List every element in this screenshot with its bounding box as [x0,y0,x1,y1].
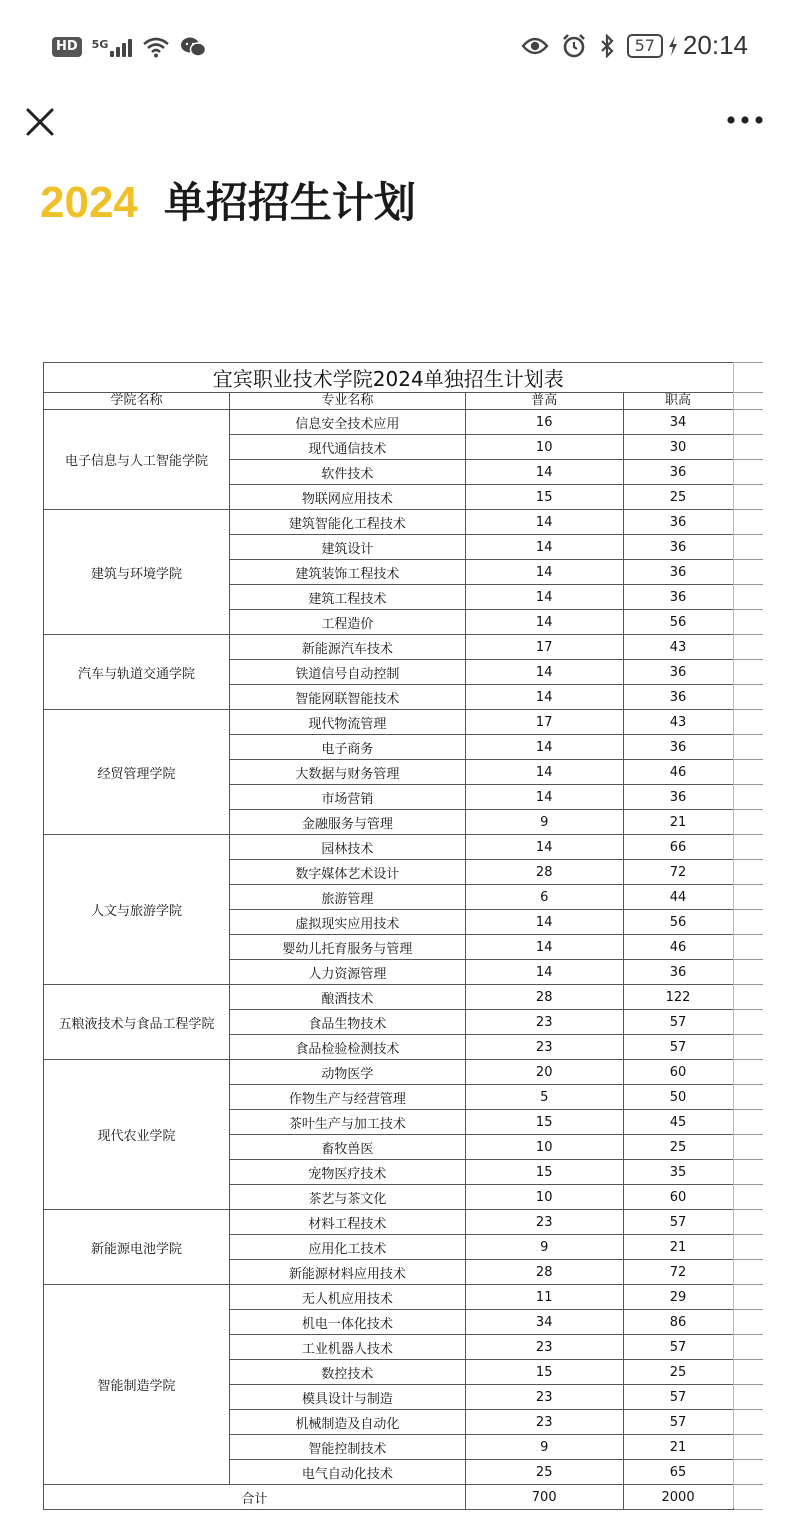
major-name-cell: 金融服务与管理 [229,810,465,835]
major-name-cell: 现代通信技术 [229,435,465,460]
zhigao-cell: 25 [623,1360,733,1385]
column-header: 普高 [465,393,623,410]
empty-cell [733,1110,763,1135]
table-row [44,410,764,435]
major-name-cell: 畜牧兽医 [229,1135,465,1160]
major-name-cell: 无人机应用技术 [229,1285,465,1310]
pugao-cell: 23 [465,1385,623,1410]
page-heading [40,170,416,230]
table-row [44,710,764,735]
major-name-cell: 工业机器人技术 [229,1335,465,1360]
pugao-cell: 28 [465,860,623,885]
pugao-cell: 15 [465,485,623,510]
hd-icon: HD [52,37,82,57]
major-name-cell: 宠物医疗技术 [229,1160,465,1185]
sheet-gridline [733,362,734,1508]
pugao-cell: 15 [465,1360,623,1385]
empty-cell [733,710,763,735]
table-row [44,510,764,535]
column-header: 职高 [623,393,733,410]
major-name-cell: 茶艺与茶文化 [229,1185,465,1210]
empty-cell [733,485,763,510]
total-pugao: 700 [465,1485,623,1510]
pugao-cell: 23 [465,1210,623,1235]
major-name-cell: 现代物流管理 [229,710,465,735]
pugao-cell: 14 [465,535,623,560]
zhigao-cell: 44 [623,885,733,910]
table-row [44,835,764,860]
signal-icon [92,37,133,57]
empty-cell [733,1310,763,1335]
major-name-cell: 动物医学 [229,1060,465,1085]
zhigao-cell: 56 [623,610,733,635]
status-bar [0,0,800,96]
major-name-cell: 建筑智能化工程技术 [229,510,465,535]
empty-cell [733,735,763,760]
empty-cell [733,1160,763,1185]
empty-cell [733,685,763,710]
college-name-cell: 汽车与轨道交通学院 [44,635,230,710]
pugao-cell: 28 [465,985,623,1010]
zhigao-cell: 36 [623,560,733,585]
major-name-cell: 建筑设计 [229,535,465,560]
pugao-cell: 14 [465,560,623,585]
major-name-cell: 酿酒技术 [229,985,465,1010]
zhigao-cell: 57 [623,1335,733,1360]
zhigao-cell: 43 [623,635,733,660]
pugao-cell: 23 [465,1010,623,1035]
pugao-cell: 14 [465,585,623,610]
pugao-cell: 15 [465,1110,623,1135]
zhigao-cell: 43 [623,710,733,735]
empty-cell [733,835,763,860]
zhigao-cell: 57 [623,1410,733,1435]
zhigao-cell: 36 [623,585,733,610]
empty-cell [733,560,763,585]
table-row [44,635,764,660]
empty-cell [733,1085,763,1110]
zhigao-cell: 30 [623,435,733,460]
table-row [44,1210,764,1235]
zhigao-cell: 122 [623,985,733,1010]
zhigao-cell: 25 [623,1135,733,1160]
zhigao-cell: 57 [623,1385,733,1410]
zhigao-cell: 36 [623,960,733,985]
pugao-cell: 23 [465,1410,623,1435]
empty-cell [733,1260,763,1285]
empty-cell [733,393,763,410]
pugao-cell: 20 [465,1060,623,1085]
major-name-cell: 旅游管理 [229,885,465,910]
empty-cell [733,610,763,635]
table-row [44,1285,764,1310]
pugao-cell: 10 [465,1185,623,1210]
pugao-cell: 14 [465,760,623,785]
pugao-cell: 16 [465,410,623,435]
pugao-cell: 9 [465,1435,623,1460]
clock: 20:14 [682,30,748,60]
empty-cell [733,635,763,660]
bluetooth-icon [599,34,615,58]
empty-cell [733,1210,763,1235]
wifi-icon [142,36,170,58]
zhigao-cell: 56 [623,910,733,935]
empty-cell [733,1235,763,1260]
zhigao-cell: 36 [623,785,733,810]
empty-cell [733,1360,763,1385]
major-name-cell: 信息安全技术应用 [229,410,465,435]
pugao-cell: 17 [465,635,623,660]
table-row [44,1060,764,1085]
zhigao-cell: 57 [623,1210,733,1235]
empty-cell [733,935,763,960]
app-bar [0,96,800,156]
pugao-cell: 10 [465,1135,623,1160]
major-name-cell: 智能网联智能技术 [229,685,465,710]
college-name-cell: 智能制造学院 [44,1285,230,1485]
zhigao-cell: 36 [623,535,733,560]
zhigao-cell: 34 [623,410,733,435]
major-name-cell: 市场营销 [229,785,465,810]
pugao-cell: 28 [465,1260,623,1285]
empty-cell [733,585,763,610]
wechat-icon [180,36,206,58]
empty-cell [733,1060,763,1085]
empty-cell [733,435,763,460]
pugao-cell: 14 [465,510,623,535]
empty-cell [733,1410,763,1435]
zhigao-cell: 72 [623,860,733,885]
zhigao-cell: 72 [623,1260,733,1285]
empty-cell [733,1035,763,1060]
zhigao-cell: 57 [623,1035,733,1060]
major-name-cell: 作物生产与经营管理 [229,1085,465,1110]
pugao-cell: 14 [465,960,623,985]
caption-row [44,363,764,393]
pugao-cell: 14 [465,735,623,760]
major-name-cell: 婴幼儿托育服务与管理 [229,935,465,960]
major-name-cell: 电子商务 [229,735,465,760]
major-name-cell: 电气自动化技术 [229,1460,465,1485]
pugao-cell: 9 [465,1235,623,1260]
pugao-cell: 14 [465,785,623,810]
pugao-cell: 23 [465,1035,623,1060]
major-name-cell: 智能控制技术 [229,1435,465,1460]
zhigao-cell: 60 [623,1060,733,1085]
empty-cell [733,860,763,885]
zhigao-cell: 36 [623,685,733,710]
zhigao-cell: 36 [623,735,733,760]
pugao-cell: 9 [465,810,623,835]
empty-cell [733,1335,763,1360]
zhigao-cell: 65 [623,1460,733,1485]
enrollment-plan-table [43,362,763,1510]
zhigao-cell: 45 [623,1110,733,1135]
major-name-cell: 园林技术 [229,835,465,860]
total-zhigao: 2000 [623,1485,733,1510]
zhigao-cell: 86 [623,1310,733,1335]
close-icon[interactable] [22,104,58,140]
pugao-cell: 23 [465,1335,623,1360]
college-name-cell: 建筑与环境学院 [44,510,230,635]
zhigao-cell: 36 [623,510,733,535]
pugao-cell: 25 [465,1460,623,1485]
college-name-cell: 电子信息与人工智能学院 [44,410,230,510]
pugao-cell: 14 [465,610,623,635]
column-header: 学院名称 [44,393,230,410]
zhigao-cell: 46 [623,760,733,785]
pugao-cell: 14 [465,685,623,710]
major-name-cell: 食品生物技术 [229,1010,465,1035]
major-name-cell: 食品检验检测技术 [229,1035,465,1060]
college-name-cell: 新能源电池学院 [44,1210,230,1285]
total-label: 合计 [44,1485,466,1510]
zhigao-cell: 57 [623,1010,733,1035]
major-name-cell: 数控技术 [229,1360,465,1385]
zhigao-cell: 50 [623,1085,733,1110]
zhigao-cell: 21 [623,1435,733,1460]
college-name-cell: 经贸管理学院 [44,710,230,835]
major-name-cell: 机械制造及自动化 [229,1410,465,1435]
zhigao-cell: 35 [623,1160,733,1185]
column-header: 专业名称 [229,393,465,410]
empty-cell [733,535,763,560]
empty-cell [733,1135,763,1160]
major-name-cell: 建筑工程技术 [229,585,465,610]
zhigao-cell: 21 [623,810,733,835]
empty-cell [733,910,763,935]
major-name-cell: 虚拟现实应用技术 [229,910,465,935]
battery-icon: 57 [627,34,663,58]
table-row [44,985,764,1010]
zhigao-cell: 66 [623,835,733,860]
total-row [44,1485,764,1510]
college-name-cell: 人文与旅游学院 [44,835,230,985]
zhigao-cell: 36 [623,460,733,485]
status-right [521,30,748,61]
major-name-cell: 建筑装饰工程技术 [229,560,465,585]
college-name-cell: 现代农业学院 [44,1060,230,1210]
empty-cell [733,885,763,910]
header-row [44,393,764,410]
pugao-cell: 14 [465,660,623,685]
empty-cell [733,785,763,810]
empty-cell [733,1010,763,1035]
pugao-cell: 5 [465,1085,623,1110]
empty-cell [733,460,763,485]
pugao-cell: 10 [465,435,623,460]
empty-cell [733,1485,763,1510]
empty-cell [733,1460,763,1485]
zhigao-cell: 25 [623,485,733,510]
empty-cell [733,810,763,835]
pugao-cell: 15 [465,1160,623,1185]
pugao-cell: 11 [465,1285,623,1310]
pugao-cell: 34 [465,1310,623,1335]
empty-cell [733,960,763,985]
major-name-cell: 大数据与财务管理 [229,760,465,785]
network-label: 5G [91,38,109,51]
major-name-cell: 应用化工技术 [229,1235,465,1260]
empty-cell [733,363,763,393]
major-name-cell: 材料工程技术 [229,1210,465,1235]
empty-cell [733,760,763,785]
major-name-cell: 茶叶生产与加工技术 [229,1110,465,1135]
zhigao-cell: 36 [623,660,733,685]
major-name-cell: 新能源材料应用技术 [229,1260,465,1285]
page-title: 单招招生计划 [163,178,416,227]
pugao-cell: 14 [465,835,623,860]
empty-cell [733,660,763,685]
major-name-cell: 软件技术 [229,460,465,485]
empty-cell [733,510,763,535]
major-name-cell: 工程造价 [229,610,465,635]
empty-cell [733,1185,763,1210]
charging-icon [667,35,679,57]
empty-cell [733,410,763,435]
plan-table [43,362,763,1510]
table-caption: 宜宾职业技术学院2024单独招生计划表 [44,363,734,393]
empty-cell [733,1385,763,1410]
pugao-cell: 14 [465,935,623,960]
empty-cell [733,985,763,1010]
empty-cell [733,1435,763,1460]
major-name-cell: 物联网应用技术 [229,485,465,510]
zhigao-cell: 21 [623,1235,733,1260]
major-name-cell: 机电一体化技术 [229,1310,465,1335]
major-name-cell: 铁道信号自动控制 [229,660,465,685]
zhigao-cell: 46 [623,935,733,960]
status-left [52,36,206,58]
pugao-cell: 17 [465,710,623,735]
pugao-cell: 6 [465,885,623,910]
more-options-icon[interactable] [726,110,764,130]
eye-icon [521,36,549,56]
pugao-cell: 14 [465,910,623,935]
college-name-cell: 五粮液技术与食品工程学院 [44,985,230,1060]
major-name-cell: 模具设计与制造 [229,1385,465,1410]
zhigao-cell: 29 [623,1285,733,1310]
heading-year: 2024 [40,178,138,227]
zhigao-cell: 60 [623,1185,733,1210]
major-name-cell: 数字媒体艺术设计 [229,860,465,885]
empty-cell [733,1285,763,1310]
major-name-cell: 人力资源管理 [229,960,465,985]
major-name-cell: 新能源汽车技术 [229,635,465,660]
pugao-cell: 14 [465,460,623,485]
alarm-icon [561,33,587,59]
